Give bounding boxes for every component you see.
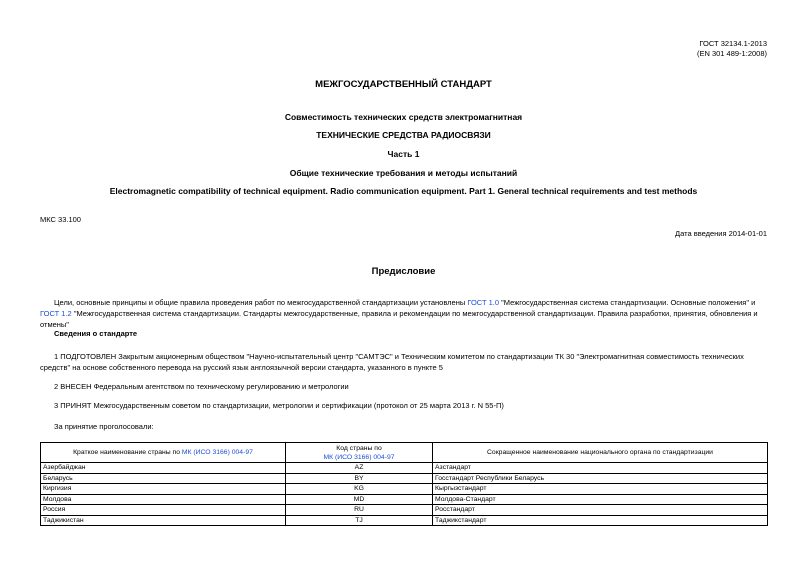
foreword-text: "Межгосударственная система стандартизации. Основные положения" и <box>499 298 756 307</box>
title-line-4: Общие технические требования и методы испытаний <box>289 168 518 178</box>
country-name-header <box>41 443 286 463</box>
header-text: Код страны по <box>336 444 382 452</box>
table-row <box>41 473 768 484</box>
country-code: BY <box>286 473 433 484</box>
country-code: MD <box>286 494 433 505</box>
country-code: KG <box>286 484 433 495</box>
country-code: AZ <box>286 463 433 474</box>
standards-body: Госстандарт Республики Беларусь <box>433 473 768 484</box>
table-row <box>41 494 768 505</box>
country-code-header <box>286 443 433 463</box>
table-row <box>41 484 768 495</box>
country-name: Азербайджан <box>41 463 286 474</box>
table-header-row <box>41 443 768 463</box>
country-name: Таджикистан <box>41 515 286 526</box>
foreword-text: "Межгосударственная система стандартизации. Стандарты межгосударственные, правила и рекомендации по межгосударственной стандартизации. Правила разработки, принятия, обновления и отмены" <box>40 309 758 329</box>
en-reference: (EN 301 489-1:2008) <box>696 49 767 58</box>
effective-date: Дата введения 2014-01-01 <box>675 229 767 238</box>
foreword-paragraph-1 <box>40 297 770 330</box>
voted-paragraph: За принятие проголосовали: <box>54 422 154 431</box>
country-code: RU <box>286 505 433 516</box>
title-part: Часть 1 <box>387 149 420 159</box>
gost-1-0-link[interactable]: ГОСТ 1.0 <box>467 298 500 307</box>
foreword-text: Цели, основные принципы и общие правила проведения работ по межгосударственной стандартизации установлены <box>54 298 468 307</box>
standards-body-header: Сокращенное наименование национального органа по стандартизации <box>433 443 768 463</box>
table-row <box>41 505 768 516</box>
gost-1-2-link[interactable]: ГОСТ 1.2 <box>40 309 72 318</box>
standards-body: Кыргызстандарт <box>433 484 768 495</box>
interstate-standard-heading: МЕЖГОСУДАРСТВЕННЫЙ СТАНДАРТ <box>315 79 492 90</box>
standards-body: Росстандарт <box>433 505 768 516</box>
adopted-by-paragraph: 3 ПРИНЯТ Межгосударственным советом по стандартизации, метрологии и сертификации (протокол от 25 марта 2013 г. N 55-П) <box>54 401 504 410</box>
country-name: Беларусь <box>41 473 286 484</box>
mk-iso-3166-link[interactable]: МК (ИСО 3166) 004-97 <box>181 449 253 456</box>
country-code: TJ <box>286 515 433 526</box>
foreword-heading: Предисловие <box>371 266 436 277</box>
standard-designation <box>697 39 767 59</box>
mk-iso-3166-link[interactable]: МК (ИСО 3166) 004-97 <box>323 453 395 461</box>
title-english: Electromagnetic compatibility of technical equipment. Radio communication equipment. Part 1. General technical requirements and test methods <box>109 186 698 196</box>
prepared-by-paragraph: 1 ПОДГОТОВЛЕН Закрытым акционерным обществом "Научно-испытательный центр "САМТЭС" и Техническим комитетом по стандартизации ТК 30 "Электромагнитная совместимость технических средств" на основе собственного перевода на русский язык англоязычной версии стандарта, указанного в пункте 5 <box>40 352 744 372</box>
title-line-1: Совместимость технических средств электромагнитная <box>284 112 523 122</box>
country-name: Россия <box>41 505 286 516</box>
country-name: Молдова <box>41 494 286 505</box>
country-name: Киргизия <box>41 484 286 495</box>
header-text: Краткое наименование страны по <box>73 449 182 456</box>
standards-body: Азстандарт <box>433 463 768 474</box>
introduced-by-paragraph: 2 ВНЕСЕН Федеральным агентством по техническому регулированию и метрологии <box>54 382 349 391</box>
standard-number: ГОСТ 32134.1-2013 <box>699 39 767 48</box>
standards-body: Таджикстандарт <box>433 515 768 526</box>
voting-countries-table <box>40 442 768 526</box>
table-row <box>41 515 768 526</box>
mks-code: МКС 33.100 <box>40 215 81 224</box>
title-line-2: ТЕХНИЧЕСКИЕ СРЕДСТВА РАДИОСВЯЗИ <box>316 130 491 140</box>
table-row <box>41 463 768 474</box>
standards-body: Молдова-Стандарт <box>433 494 768 505</box>
standard-info-heading: Сведения о стандарте <box>54 329 138 338</box>
